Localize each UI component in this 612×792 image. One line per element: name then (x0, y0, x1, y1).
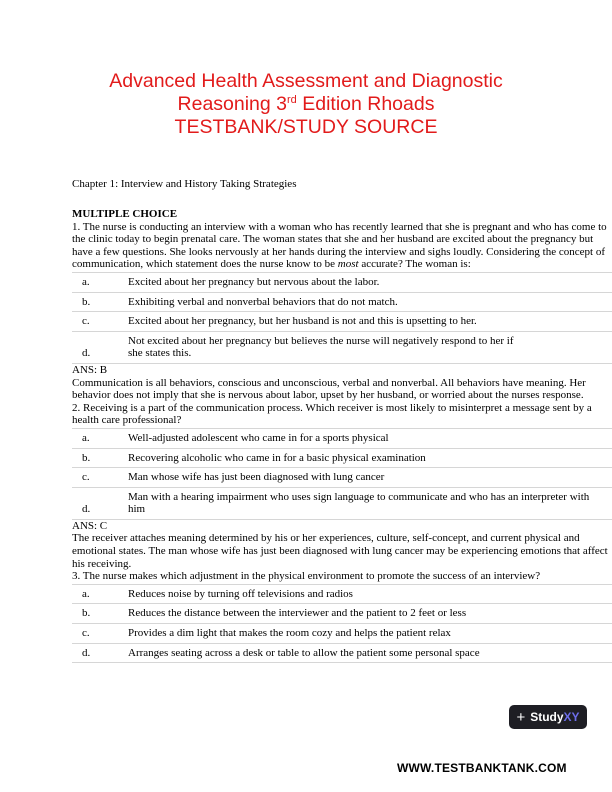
option-text: Well-adjusted adolescent who came in for a sports physical (122, 428, 612, 448)
option-letter: a. (72, 428, 122, 448)
option-text: Not excited about her pregnancy but believes the nurse will negatively respond to her if she states this. (122, 331, 612, 363)
option-letter: d. (72, 331, 122, 363)
option-text: Man with a hearing impairment who uses sign language to communicate and who has an interpreter with him (122, 487, 612, 519)
question-2-stem (72, 402, 612, 427)
option-text: Arranges seating across a desk or table to allow the patient some personal space (122, 643, 612, 663)
title-line-2 (0, 93, 612, 116)
option-letter: d. (72, 643, 122, 663)
question-1-stem (72, 221, 612, 271)
title-line-2-rest: Edition Rhoads (296, 93, 435, 115)
question-1-answer: ANS: B (72, 363, 108, 376)
option-row (72, 584, 612, 604)
section-heading: MULTIPLE CHOICE (72, 208, 178, 220)
question-1-options (72, 272, 612, 364)
option-row (72, 643, 612, 663)
option-letter: c. (72, 624, 122, 644)
option-text: Provides a dim light that makes the room cozy and helps the patient relax (122, 624, 612, 644)
title-line-3: TESTBANK/STUDY SOURCE (174, 116, 438, 138)
option-row (72, 331, 612, 363)
question-1-rationale: Communication is all behaviors, conscious and unconscious, verbal and nonverbal. All behaviors have meaning. Her behavior does not imply that she is nervous about labor, upset by her husband, or worried about the nurses response. (72, 376, 586, 402)
option-letter: d. (72, 487, 122, 519)
badge-label-xy: XY (563, 710, 580, 724)
studyxy-badge[interactable] (509, 705, 587, 729)
title-line-2-main: Reasoning 3 (177, 93, 288, 115)
footer-url: WWW.TESTBANKTANK.COM (397, 761, 567, 775)
badge-label-study: Study (530, 710, 564, 724)
chapter-heading: Chapter 1: Interview and History Taking Strategies (72, 178, 297, 190)
title-line-1: Advanced Health Assessment and Diagnostic (109, 70, 503, 92)
option-row (72, 448, 612, 468)
option-letter: c. (72, 468, 122, 488)
option-row (72, 487, 612, 519)
option-letter: b. (72, 448, 122, 468)
option-text: Recovering alcoholic who came in for a basic physical examination (122, 448, 612, 468)
question-2-answer: ANS: C (72, 519, 108, 532)
option-row (72, 292, 612, 312)
option-text: Excited about her pregnancy, but her husband is not and this is upsetting to her. (122, 312, 612, 332)
question-2-rationale: The receiver attaches meaning determined by his or her experiences, culture, self-concept, and current physical and emotional states. The man whose wife has just been diagnosed with lung cancer may be experiencing emotions that affect his receiving. (72, 532, 608, 570)
title-superscript: rd (287, 94, 297, 106)
question-stem-text: 1. The nurse is conducting an interview with a woman who has recently learned that she is pregnant and who has come to the clinic today to begin prenatal care. The woman states that she and her husband are excited about the pregnancy but have a few questions. She looks nervously at her hands during the interview and sighs loudly. Considering the concept of communication, which statement does the nurse know to be (72, 220, 607, 271)
question-stem-text: accurate? The woman is: (358, 258, 471, 271)
option-row (72, 468, 612, 488)
question-3-stem (72, 570, 612, 583)
option-row (72, 624, 612, 644)
plus-icon: + (516, 708, 526, 726)
option-text: Reduces the distance between the interviewer and the patient to 2 feet or less (122, 604, 612, 624)
option-letter: a. (72, 584, 122, 604)
question-2-options (72, 428, 612, 520)
badge-label (530, 710, 579, 724)
option-row (72, 604, 612, 624)
option-letter: c. (72, 312, 122, 332)
option-row (72, 312, 612, 332)
option-letter: b. (72, 604, 122, 624)
document-title (0, 70, 612, 139)
option-row (72, 272, 612, 292)
option-text: Reduces noise by turning off televisions and radios (122, 584, 612, 604)
option-text: Exhibiting verbal and nonverbal behaviors that do not match. (122, 292, 612, 312)
question-stem-emphasis: most (337, 258, 359, 271)
option-text: Man whose wife has just been diagnosed with lung cancer (122, 468, 612, 488)
option-text: Excited about her pregnancy but nervous about the labor. (122, 272, 612, 292)
question-stem-text: 2. Receiving is a part of the communication process. Which receiver is most likely to misinterpret a message sent by a health care professional? (72, 401, 592, 427)
option-letter: a. (72, 272, 122, 292)
option-row (72, 428, 612, 448)
option-letter: b. (72, 292, 122, 312)
question-content (72, 208, 612, 663)
question-stem-text: 3. The nurse makes which adjustment in the physical environment to promote the success of an interview? (72, 570, 541, 583)
question-3-options (72, 584, 612, 663)
